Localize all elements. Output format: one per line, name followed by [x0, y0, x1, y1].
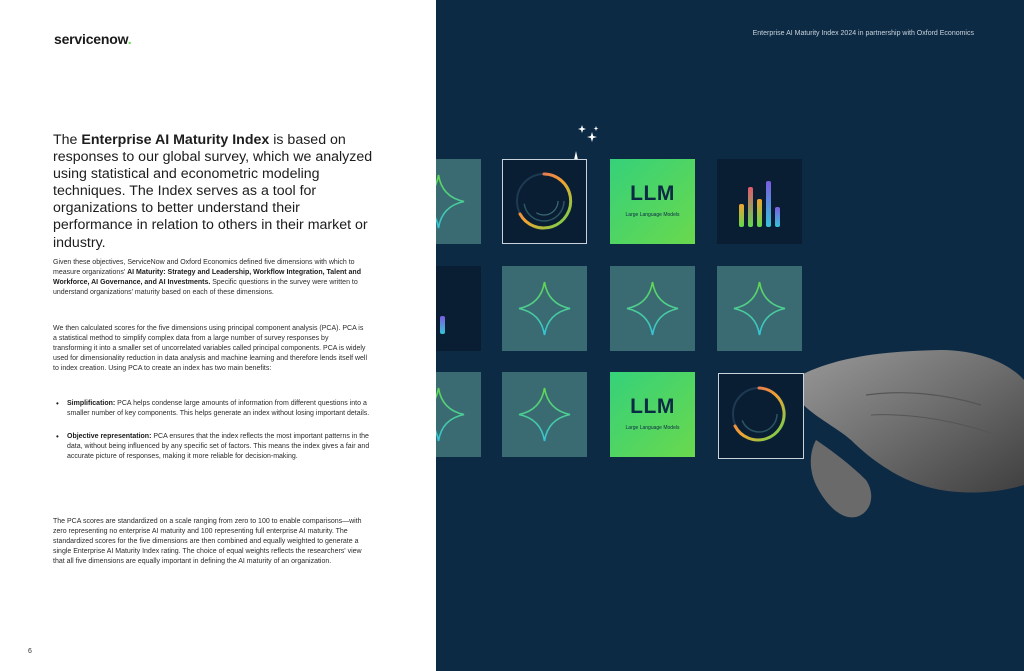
ring-gauge-icon — [719, 374, 802, 457]
sparkle-icon — [436, 159, 481, 244]
bar-chart-tile — [717, 159, 802, 244]
lead-paragraph: The Enterprise AI Maturity Index is based on responses to our global survey, which we analyzed using statistical and econometric modeling techniques. The Index serves as a tool for organizations to better understand their performance in relation to others in their market or industry. — [53, 132, 373, 251]
pca-paragraph: We then calculated scores for the five dimensions using principal component analysis (PCA). PCA is a statistical method to simplify complex data from a large number of survey responses by transforming it into a smaller set of uncorrelated variables called principal components. PCA is widely used for dimensionality reduction in data analysis and machine learning and therefore lends itself well to index creation. Using PCA to create an index has two main benefits: — [53, 325, 368, 373]
sparkle-icon — [610, 266, 695, 351]
illustration-panel — [436, 0, 1024, 671]
sparkle-tile — [502, 372, 587, 457]
bar-chart-tile — [436, 266, 481, 351]
llm-label: LLM — [630, 395, 675, 418]
scoring-paragraph: The PCA scores are standardized on a scale ranging from zero to 100 to enable comparisons—with zero representing no enterprise AI maturity and 100 representing full enterprise AI maturity. The standardized scores for the five dimensions are then combined and equally weighted to generate a single Enterprise AI Maturity Index rating. The choice of equal weights reflects the researchers' view that all five dimensions are equally important in defining the AI maturity of an organization. — [53, 518, 362, 566]
list-item: • Objective representation: PCA ensures that the index reflects the most important patterns in the data, without being influenced by any specific set of factors. This means the index gives a fair and accurate picture of responses, making it more reliable for decision-making. — [53, 432, 371, 462]
sparkle-tile — [502, 266, 587, 351]
llm-tile — [610, 372, 695, 457]
dimensions-paragraph: Given these objectives, ServiceNow and Oxford Economics defined five dimensions with which to measure organizations' AI Maturity: Strategy and Leadership, Workflow Integration, Talent and Workforce, AI Governance, and AI Investments. Specific questions in the survey were written to understand organizations' maturity based on each of these dimensions. — [53, 259, 361, 297]
bar-chart-icon — [436, 266, 481, 351]
progress-ring-tile — [502, 159, 587, 244]
text-page — [0, 0, 436, 671]
llm-sublabel: Large Language Models — [625, 212, 680, 218]
llm-tile — [610, 159, 695, 244]
report-tagline: Enterprise AI Maturity Index 2024 in partnership with Oxford Economics — [752, 30, 974, 37]
held-progress-ring-tile — [718, 373, 804, 459]
list-item: • Simplification: PCA helps condense large amounts of information from different questions into a smaller number of key components. This helps generate an index without losing important details. — [53, 399, 371, 419]
sparkle-icon — [502, 372, 587, 457]
sparkle-icon — [717, 266, 802, 351]
sparkle-icon — [502, 266, 587, 351]
benefits-list — [53, 399, 371, 475]
bar-chart-icon — [717, 159, 802, 244]
llm-sublabel: Large Language Models — [625, 425, 680, 431]
sparkle-tile — [610, 266, 695, 351]
sparkle-tile — [436, 159, 481, 244]
ring-gauge-icon — [503, 160, 585, 242]
sparkle-tile — [717, 266, 802, 351]
sparkle-icon — [436, 372, 481, 457]
page-number: 6 — [28, 648, 32, 655]
servicenow-logo: servicenow. — [54, 31, 132, 47]
llm-label: LLM — [630, 182, 675, 205]
sparkle-tile — [436, 372, 481, 457]
